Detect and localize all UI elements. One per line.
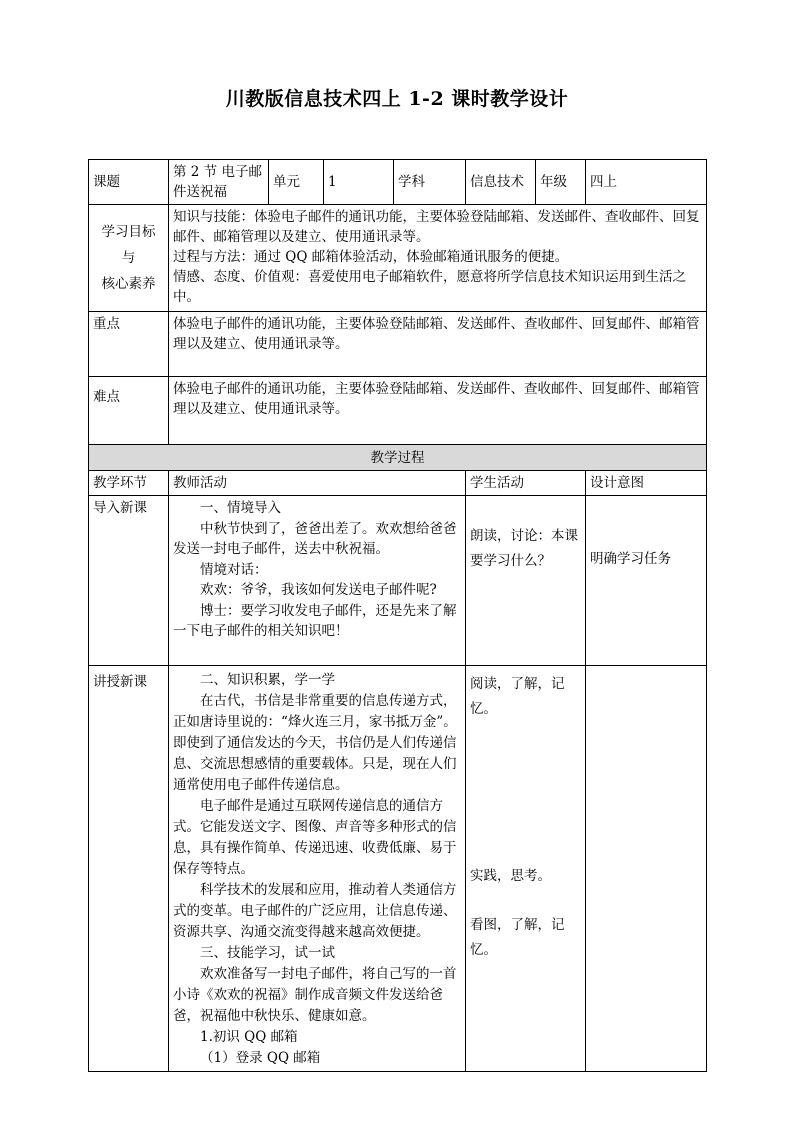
intro-intent <box>586 496 707 666</box>
lesson-teacher <box>169 666 466 1072</box>
lesson-intent <box>586 666 707 1072</box>
lesson-student-3: 看图，了解，记忆。 <box>470 917 565 958</box>
process-heading-row <box>89 445 707 471</box>
lesson-teacher-p7: 1.初识 QQ 邮箱 <box>200 1029 298 1045</box>
lesson-teacher-p2: 在古代，书信是非常重要的信息传递方式，正如唐诗里说的：“烽火连三月，家书抵万金”。即使到了通信发达的今天，书信仍是人们传递信息、交流思想感情的重要载体。只是，现在人们通常使用电子邮件传递信息。 <box>173 693 457 793</box>
lesson-student <box>466 666 586 1072</box>
key-point-row <box>89 312 707 377</box>
subject-value: 信息技术 <box>466 160 536 205</box>
objective-attitude: 情感、态度、价值观：喜爱使用电子邮箱软件，愿意将所学信息技术知识运用到生活之中。 <box>173 269 686 305</box>
lesson-teacher-p6: 欢欢准备写一封电子邮件，将自己写的一首小诗《欢欢的祝福》制作成音频文件发送给爸爸，祝福他中秋快乐、健康如意。 <box>173 966 457 1024</box>
objectives-row <box>89 205 707 312</box>
label-objectives <box>89 205 169 312</box>
intro-teacher <box>169 496 466 666</box>
objective-knowledge: 知识与技能：体验电子邮件的通讯功能，主要体验登陆邮箱、发送邮件、查收邮件、回复邮件、邮箱管理以及建立、使用通讯录等。 <box>173 209 700 245</box>
topic-value: 第 2 节 电子邮件送祝福 <box>169 160 269 205</box>
lesson-stage: 讲授新课 <box>89 666 169 1072</box>
col-intent: 设计意图 <box>586 471 707 496</box>
label-objectives-line3: 核心素养 <box>101 276 156 292</box>
intro-intent-text: 明确学习任务 <box>590 551 671 567</box>
difficulty-row <box>89 377 707 445</box>
col-stage: 教学环节 <box>89 471 169 496</box>
lesson-teacher-p4: 科学技术的发展和应用，推动着人类通信方式的变革。电子邮件的广泛应用，让信息传递、资源共享、沟通交流变得越来越高效便捷。 <box>173 882 457 940</box>
difficulty-text: 体验电子邮件的通讯功能，主要体验登陆邮箱、发送邮件、查收邮件、回复邮件、邮箱管理以及建立、使用通讯录等。 <box>169 377 707 445</box>
intro-row <box>89 496 707 666</box>
label-objectives-line1: 学习目标 <box>101 224 156 240</box>
intro-student-text: 朗读，讨论：本课要学习什么？ <box>470 528 578 569</box>
lesson-student-2: 实践，思考。 <box>470 868 551 884</box>
lesson-teacher-p5: 三、技能学习，试一试 <box>200 945 335 961</box>
col-teacher: 教师活动 <box>169 471 466 496</box>
lesson-teacher-p8: （1）登录 QQ 邮箱 <box>200 1050 321 1066</box>
intro-teacher-p4: 欢欢：爷爷，我该如何发送电子邮件呢? <box>200 582 437 598</box>
label-objectives-line2: 与 <box>121 250 136 266</box>
label-grade: 年级 <box>536 160 586 205</box>
document-title: 川教版信息技术四上 1-2 课时教学设计 <box>225 88 569 110</box>
intro-teacher-p5: 博士：要学习收发电子邮件，还是先来了解一下电子邮件的相关知识吧！ <box>173 602 457 639</box>
col-student: 学生活动 <box>466 471 586 496</box>
lesson-teacher-p1: 二、知识积累，学一学 <box>200 672 335 688</box>
label-subject: 学科 <box>394 160 466 205</box>
label-topic: 课题 <box>89 160 169 205</box>
lesson-teacher-p3: 电子邮件是通过互联网传递信息的通信方式。它能发送文字、图像、声音等多种形式的信息，具有操作简单、传递迅速、收费低廉、易于保存等特点。 <box>173 798 457 877</box>
unit-value: 1 <box>324 160 394 205</box>
lesson-student-1: 阅读，了解，记忆。 <box>470 676 565 717</box>
intro-teacher-p3: 情境对话： <box>200 561 268 578</box>
info-row <box>89 160 707 205</box>
intro-teacher-p1: 一、情境导入 <box>200 500 281 516</box>
intro-teacher-p2: 中秋节快到了，爸爸出差了。欢欢想给爸爸发送一封电子邮件，送去中秋祝福。 <box>173 520 457 557</box>
process-heading: 教学过程 <box>89 445 707 471</box>
objectives-content <box>169 205 707 312</box>
label-difficulty: 难点 <box>89 377 169 445</box>
label-unit: 单元 <box>269 160 324 205</box>
objective-process: 过程与方法：通过 QQ 邮箱体验活动，体验邮箱通讯服务的便捷。 <box>173 249 569 265</box>
lesson-row <box>89 666 707 1072</box>
grade-value: 四上 <box>586 160 707 205</box>
key-point-text: 体验电子邮件的通讯功能，主要体验登陆邮箱、发送邮件、查收邮件、回复邮件、邮箱管理以及建立、使用通讯录等。 <box>169 312 707 377</box>
lesson-plan-table <box>88 159 707 1072</box>
intro-stage: 导入新课 <box>89 496 169 666</box>
label-key-point: 重点 <box>89 312 169 377</box>
process-columns-row <box>89 471 707 496</box>
intro-student <box>466 496 586 666</box>
